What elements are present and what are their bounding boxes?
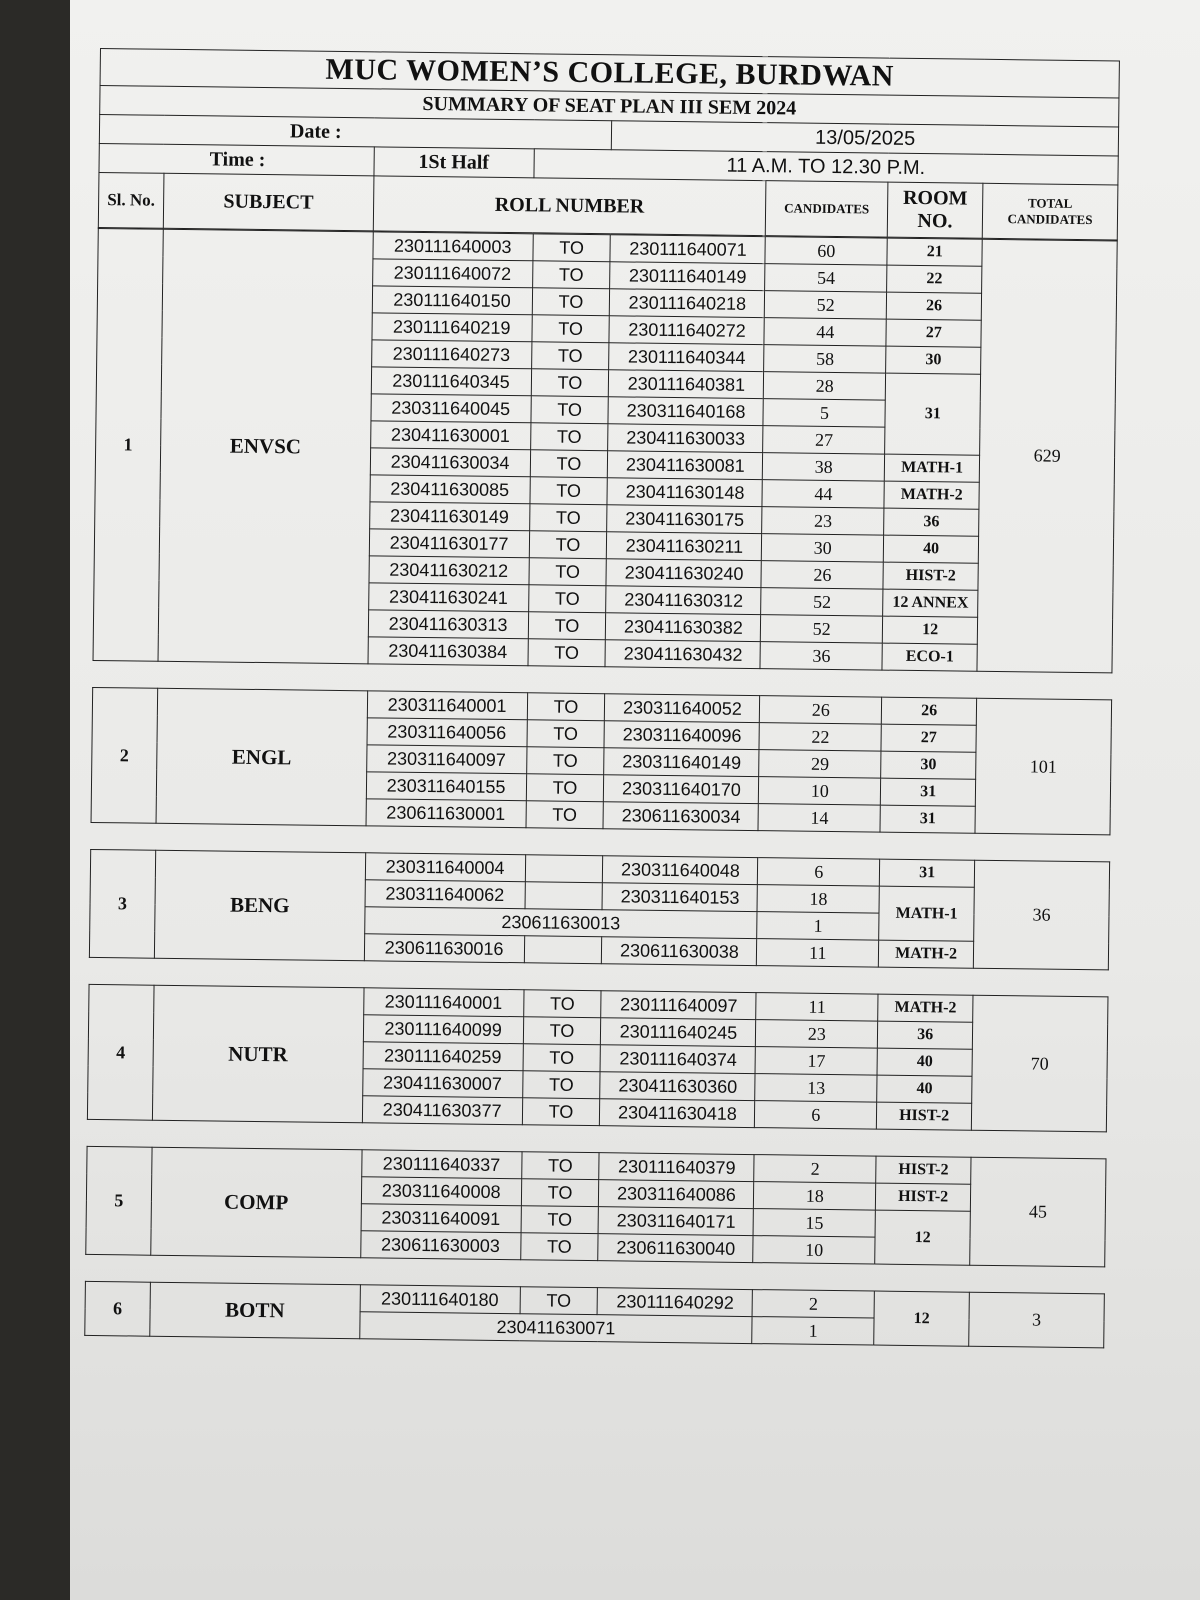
total-candidates: 629	[977, 239, 1117, 673]
time-value: 11 A.M. TO 12.30 P.M.	[533, 149, 1118, 185]
roll-single: 230611630013	[364, 907, 757, 939]
serial-number: 1	[93, 228, 163, 661]
col-room-no: ROOM NO.	[887, 182, 983, 238]
roll-to-word	[524, 936, 602, 964]
room-number: 27	[886, 319, 981, 347]
seat-plan-document	[84, 48, 1120, 1348]
roll-from: 230111640273	[371, 340, 531, 369]
candidate-count: 18	[757, 885, 879, 913]
roll-to-word: TO	[531, 342, 609, 370]
room-number: 31	[880, 805, 975, 833]
roll-to-word: TO	[528, 639, 606, 667]
candidate-count: 26	[760, 696, 882, 724]
roll-from: 230111640072	[372, 259, 532, 288]
candidate-count: 52	[761, 588, 883, 616]
roll-to-word: TO	[528, 612, 606, 640]
room-number: HIST-2	[883, 562, 978, 590]
roll-end: 230611630040	[598, 1234, 753, 1263]
roll-end: 230411630081	[608, 451, 763, 480]
room-number: 30	[886, 346, 981, 374]
room-number: 40	[883, 535, 978, 563]
serial-number: 3	[89, 849, 155, 958]
roll-from: 230311640008	[361, 1177, 521, 1206]
room-number: HIST-2	[876, 1183, 971, 1211]
roll-from: 230111640219	[372, 313, 532, 342]
room-number: 40	[877, 1075, 972, 1103]
col-candidates: CANDIDATES	[765, 181, 888, 237]
room-number: 31	[885, 373, 981, 455]
roll-from: 230311640091	[361, 1204, 521, 1233]
roll-end: 230411630418	[600, 1099, 755, 1128]
roll-from: 230111640001	[363, 988, 523, 1017]
roll-end: 230611630038	[602, 937, 757, 966]
roll-to-word: TO	[527, 720, 605, 748]
candidate-count: 1	[757, 912, 879, 940]
room-number: MATH-1	[879, 886, 975, 941]
roll-to-word: TO	[531, 396, 609, 424]
roll-end: 230411630148	[607, 478, 762, 507]
date-value: 13/05/2025	[612, 121, 1119, 156]
room-number: MATH-2	[878, 994, 973, 1022]
candidate-count: 5	[763, 399, 885, 427]
roll-to-word: TO	[531, 369, 609, 397]
candidate-count: 2	[754, 1155, 876, 1183]
roll-from: 230111640337	[361, 1150, 521, 1179]
roll-to-word: TO	[521, 1206, 599, 1234]
roll-to-word: TO	[522, 1071, 600, 1099]
roll-end: 230111640344	[609, 343, 764, 372]
roll-from: 230111640003	[373, 232, 533, 261]
roll-from: 230611630016	[364, 934, 524, 963]
roll-to-word: TO	[530, 423, 608, 451]
roll-end: 230111640272	[609, 316, 764, 345]
candidate-count: 11	[757, 939, 879, 967]
room-number: 26	[882, 697, 977, 725]
roll-end: 230111640097	[601, 991, 756, 1020]
roll-end: 230611630034	[603, 802, 758, 831]
room-number: 36	[884, 508, 979, 536]
roll-end: 230111640245	[601, 1018, 756, 1047]
room-number: MATH-1	[884, 454, 979, 482]
roll-from: 230111640099	[363, 1015, 523, 1044]
roll-from: 230111640150	[372, 286, 532, 315]
seat-plan-body	[84, 228, 1117, 1348]
candidate-count: 27	[763, 426, 885, 454]
roll-to-word: TO	[530, 450, 608, 478]
roll-from: 230411630177	[369, 529, 529, 558]
roll-end: 230411630033	[608, 424, 763, 453]
roll-from: 230311640045	[371, 394, 531, 423]
roll-end: 230111640071	[610, 235, 765, 264]
candidate-count: 26	[761, 561, 883, 589]
room-number: 30	[881, 751, 976, 779]
roll-from: 230111640180	[360, 1285, 520, 1314]
candidate-count: 6	[755, 1101, 877, 1129]
col-subject: SUBJECT	[163, 173, 373, 231]
roll-from: 230311640155	[366, 772, 526, 801]
candidate-count: 13	[755, 1074, 877, 1102]
candidate-count: 18	[754, 1182, 876, 1210]
room-number: 12	[875, 1210, 971, 1265]
roll-to-word: TO	[529, 504, 607, 532]
subject-name: NUTR	[152, 985, 363, 1123]
roll-from: 230111640259	[363, 1042, 523, 1071]
room-number: 36	[878, 1021, 973, 1049]
roll-to-word: TO	[523, 1044, 601, 1072]
roll-from: 230411630241	[368, 583, 528, 612]
col-roll-number: ROLL NUMBER	[373, 176, 766, 236]
candidate-count: 23	[756, 1020, 878, 1048]
roll-from: 230311640056	[367, 718, 527, 747]
room-number: 27	[881, 724, 976, 752]
roll-end: 230111640149	[610, 262, 765, 291]
candidate-count: 10	[759, 777, 881, 805]
subject-name: ENGL	[156, 688, 367, 826]
room-number: 21	[887, 238, 982, 266]
candidate-count: 52	[761, 615, 883, 643]
serial-number: 6	[85, 1281, 151, 1336]
roll-to-word: TO	[528, 585, 606, 613]
roll-to-word: TO	[532, 261, 610, 289]
roll-end: 230311640171	[599, 1207, 754, 1236]
roll-end: 230111640218	[610, 289, 765, 318]
room-number: 31	[880, 859, 975, 887]
room-number: 22	[887, 265, 982, 293]
candidate-count: 14	[758, 804, 880, 832]
col-total-candidates: TOTAL CANDIDATES	[982, 183, 1118, 240]
candidate-count: 28	[764, 372, 886, 400]
candidate-count: 29	[759, 750, 881, 778]
roll-end: 230411630240	[606, 559, 761, 588]
roll-from: 230411630149	[369, 502, 529, 531]
date-label: Date :	[99, 115, 612, 150]
roll-to-word: TO	[523, 990, 601, 1018]
roll-from: 230411630007	[362, 1069, 522, 1098]
serial-number: 4	[87, 984, 154, 1120]
roll-from: 230311640004	[365, 853, 525, 882]
candidate-count: 36	[760, 642, 882, 670]
candidate-count: 10	[753, 1236, 875, 1264]
candidate-count: 11	[756, 993, 878, 1021]
roll-from: 230411630377	[362, 1096, 522, 1125]
room-number: ECO-1	[882, 643, 977, 671]
roll-to-word: TO	[532, 234, 610, 262]
roll-from: 230111640345	[371, 367, 531, 396]
roll-to-word	[525, 855, 603, 883]
roll-from: 230411630034	[370, 448, 530, 477]
roll-from: 230311640062	[365, 880, 525, 909]
room-number: 26	[886, 292, 981, 320]
candidate-count: 22	[759, 723, 881, 751]
subject-name: COMP	[151, 1147, 362, 1258]
total-candidates: 70	[971, 995, 1107, 1132]
roll-to-word: TO	[521, 1179, 599, 1207]
roll-end: 230411630432	[605, 640, 760, 669]
roll-end: 230411630312	[606, 586, 761, 615]
candidate-count: 1	[752, 1317, 874, 1345]
roll-end: 230311640170	[604, 775, 759, 804]
roll-end: 230311640149	[604, 748, 759, 777]
half-label: 1St Half	[374, 147, 534, 178]
room-number: MATH-2	[879, 940, 974, 968]
roll-to-word: TO	[522, 1098, 600, 1126]
serial-number: 2	[91, 687, 158, 823]
room-number: MATH-2	[884, 481, 979, 509]
roll-to-word: TO	[529, 531, 607, 559]
roll-to-word: TO	[520, 1233, 598, 1261]
serial-number: 5	[86, 1146, 152, 1255]
candidate-count: 60	[765, 237, 887, 265]
roll-to-word: TO	[532, 288, 610, 316]
candidate-count: 6	[758, 858, 880, 886]
candidate-count: 44	[762, 480, 884, 508]
header-table	[98, 48, 1120, 240]
roll-to-word: TO	[532, 315, 610, 343]
roll-end: 230411630382	[606, 613, 761, 642]
candidate-count: 58	[764, 345, 886, 373]
roll-end: 230111640379	[599, 1153, 754, 1182]
col-sl-no: Sl. No.	[98, 172, 164, 228]
roll-end: 230411630175	[607, 505, 762, 534]
roll-end: 230311640086	[599, 1180, 754, 1209]
candidate-count: 52	[765, 291, 887, 319]
roll-from: 230411630212	[369, 556, 529, 585]
candidate-count: 30	[762, 534, 884, 562]
total-candidates: 45	[970, 1157, 1106, 1267]
candidate-count: 15	[753, 1209, 875, 1237]
roll-from: 230411630001	[370, 421, 530, 450]
roll-to-word: TO	[526, 774, 604, 802]
candidate-count: 44	[764, 318, 886, 346]
roll-to-word: TO	[527, 693, 605, 721]
room-number: 12 ANNEX	[883, 589, 978, 617]
roll-to-word: TO	[530, 477, 608, 505]
candidate-count: 54	[765, 264, 887, 292]
roll-end: 230311640052	[605, 694, 760, 723]
roll-end: 230111640374	[600, 1045, 755, 1074]
room-number: HIST-2	[876, 1156, 971, 1184]
roll-from: 230311640097	[366, 745, 526, 774]
roll-from: 230411630384	[368, 637, 528, 666]
candidate-count: 2	[752, 1290, 874, 1318]
roll-end: 230311640153	[602, 883, 757, 912]
roll-end: 230111640381	[609, 370, 764, 399]
candidate-count: 23	[762, 507, 884, 535]
roll-to-word: TO	[526, 747, 604, 775]
roll-from: 230411630085	[370, 475, 530, 504]
roll-to-word: TO	[520, 1287, 598, 1315]
paper-sheet	[70, 0, 1200, 1600]
subject-name: BOTN	[150, 1282, 360, 1339]
roll-end: 230111640292	[598, 1288, 753, 1317]
room-number: 40	[877, 1048, 972, 1076]
room-number: 12	[882, 616, 977, 644]
roll-end: 230311640048	[603, 856, 758, 885]
roll-to-word: TO	[521, 1152, 599, 1180]
roll-to-word	[525, 882, 603, 910]
college-title: MUC WOMEN’S COLLEGE, BURDWAN	[100, 49, 1119, 98]
roll-end: 230311640168	[608, 397, 763, 426]
roll-single: 230411630071	[359, 1312, 752, 1344]
total-candidates: 101	[975, 698, 1111, 835]
roll-end: 230411630360	[600, 1072, 755, 1101]
roll-to-word: TO	[529, 558, 607, 586]
roll-to-word: TO	[523, 1017, 601, 1045]
roll-end: 230311640096	[604, 721, 759, 750]
roll-from: 230611630001	[366, 799, 526, 828]
roll-from: 230411630313	[368, 610, 528, 639]
subject-name: ENVSC	[158, 229, 373, 664]
roll-from: 230311640001	[367, 691, 527, 720]
room-number: 31	[881, 778, 976, 806]
total-candidates: 36	[973, 860, 1109, 970]
time-label: Time :	[99, 143, 374, 175]
roll-to-word: TO	[526, 801, 604, 829]
document-subtitle: SUMMARY OF SEAT PLAN III SEM 2024	[100, 86, 1119, 127]
roll-end: 230411630211	[607, 532, 762, 561]
candidate-count: 38	[763, 453, 885, 481]
candidate-count: 17	[755, 1047, 877, 1075]
total-candidates: 3	[969, 1292, 1105, 1348]
subject-name: BENG	[154, 850, 365, 961]
room-number: 12	[874, 1291, 970, 1346]
room-number: HIST-2	[877, 1102, 972, 1130]
roll-from: 230611630003	[360, 1231, 520, 1260]
